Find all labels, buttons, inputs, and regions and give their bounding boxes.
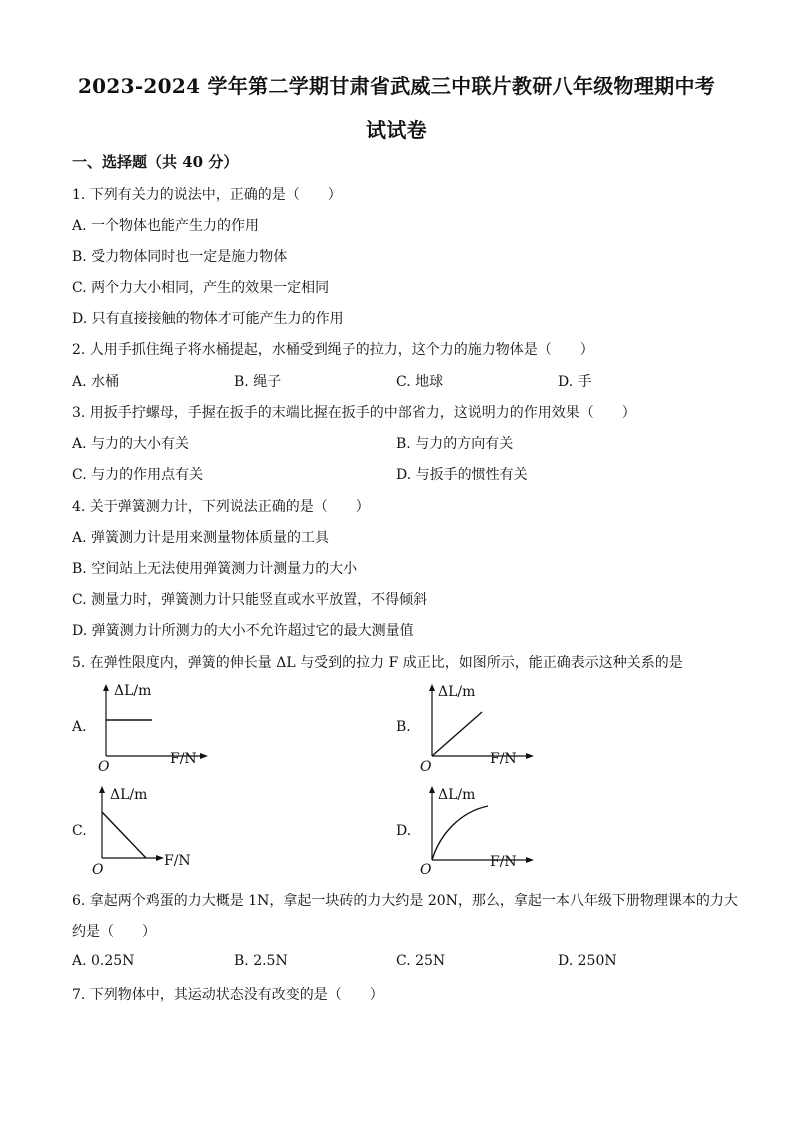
exam-title-line1: 2023-2024 学年第二学期甘肃省武威三中联片教研八年级物理期中考: [77, 74, 716, 98]
question-5-label-b: B.: [396, 719, 411, 735]
graph-c-origin: O: [92, 862, 104, 878]
question-6-stem-line1: 6. 拿起两个鸡蛋的力大概是 1N，拿起一块砖的力大约是 20N，那么，拿起一本八年级下册物理课本的力大: [72, 893, 738, 909]
question-3-option-c: C. 与力的作用点有关: [72, 467, 204, 483]
question-5-label-a: A.: [72, 719, 87, 735]
graph-b-x-label: F/N: [490, 751, 517, 767]
graph-c-x-label: F/N: [164, 853, 191, 869]
question-5-stem: 5. 在弹性限度内，弹簧的伸长量 ΔL 与受到的拉力 F 成正比，如图所示，能正确表示这种关系的是: [72, 655, 683, 671]
question-7-stem: 7. 下列物体中，其运动状态没有改变的是（ ）: [72, 987, 384, 1003]
question-4-option-b: B. 空间站上无法使用弹簧测力计测量力的大小: [72, 561, 358, 577]
question-1-option-c: C. 两个力大小相同，产生的效果一定相同: [72, 280, 330, 296]
question-4-option-d: D. 弹簧测力计所测力的大小不允许超过它的最大测量值: [72, 623, 414, 639]
graph-b-y-label: ΔL/m: [438, 684, 476, 700]
question-6-option-b: B. 2.5N: [234, 953, 288, 969]
graph-d-y-label: ΔL/m: [438, 787, 476, 803]
question-1-option-a: A. 一个物体也能产生力的作用: [72, 218, 260, 234]
question-2-stem: 2. 人用手抓住绳子将水桶提起，水桶受到绳子的拉力，这个力的施力物体是（ ）: [72, 342, 594, 358]
question-5-graph-b: [416, 682, 536, 774]
graph-b-origin: O: [420, 759, 432, 775]
question-5-label-d: D.: [396, 823, 412, 839]
question-6-option-a: A. 0.25N: [72, 953, 135, 969]
question-3-option-b: B. 与力的方向有关: [396, 436, 514, 452]
graph-d-origin: O: [420, 862, 432, 878]
question-1-stem: 1. 下列有关力的说法中，正确的是（ ）: [72, 187, 342, 203]
graph-c-y-label: ΔL/m: [110, 787, 148, 803]
graph-b-curve: [432, 712, 482, 756]
graph-a-origin: O: [98, 759, 110, 775]
question-3-stem: 3. 用扳手拧螺母，手握在扳手的末端比握在扳手的中部省力，这说明力的作用效果（ ）: [72, 405, 636, 421]
graph-a-x-label: F/N: [170, 751, 197, 767]
question-6-option-c: C. 25N: [396, 953, 446, 969]
question-6-option-d: D. 250N: [558, 953, 617, 969]
graph-d-curve: [432, 806, 488, 860]
graph-d-x-label: F/N: [490, 854, 517, 870]
question-3-option-a: A. 与力的大小有关: [72, 436, 190, 452]
question-2-option-a: A. 水桶: [72, 374, 120, 390]
section-heading-choice: 一、选择题（共 40 分）: [72, 153, 239, 171]
question-5-graph-d: [416, 784, 536, 876]
question-5-label-c: C.: [72, 823, 87, 839]
graph-a-y-label: ΔL/m: [114, 683, 152, 699]
question-4-option-a: A. 弹簧测力计是用来测量物体质量的工具: [72, 530, 330, 546]
exam-title-line2: 试试卷: [366, 118, 427, 142]
question-6-stem-line2: 约是（ ）: [72, 924, 156, 940]
question-2-option-b: B. 绳子: [234, 374, 282, 390]
question-1-option-d: D. 只有直接接触的物体才可能产生力的作用: [72, 311, 344, 327]
graph-c-curve: [102, 812, 146, 858]
question-1-option-b: B. 受力物体同时也一定是施力物体: [72, 249, 288, 265]
question-2-option-d: D. 手: [558, 374, 592, 390]
question-2-option-c: C. 地球: [396, 374, 444, 390]
question-4-option-c: C. 测量力时，弹簧测力计只能竖直或水平放置，不得倾斜: [72, 592, 428, 608]
question-3-option-d: D. 与扳手的惯性有关: [396, 467, 528, 483]
question-4-stem: 4. 关于弹簧测力计，下列说法正确的是（ ）: [72, 499, 370, 515]
